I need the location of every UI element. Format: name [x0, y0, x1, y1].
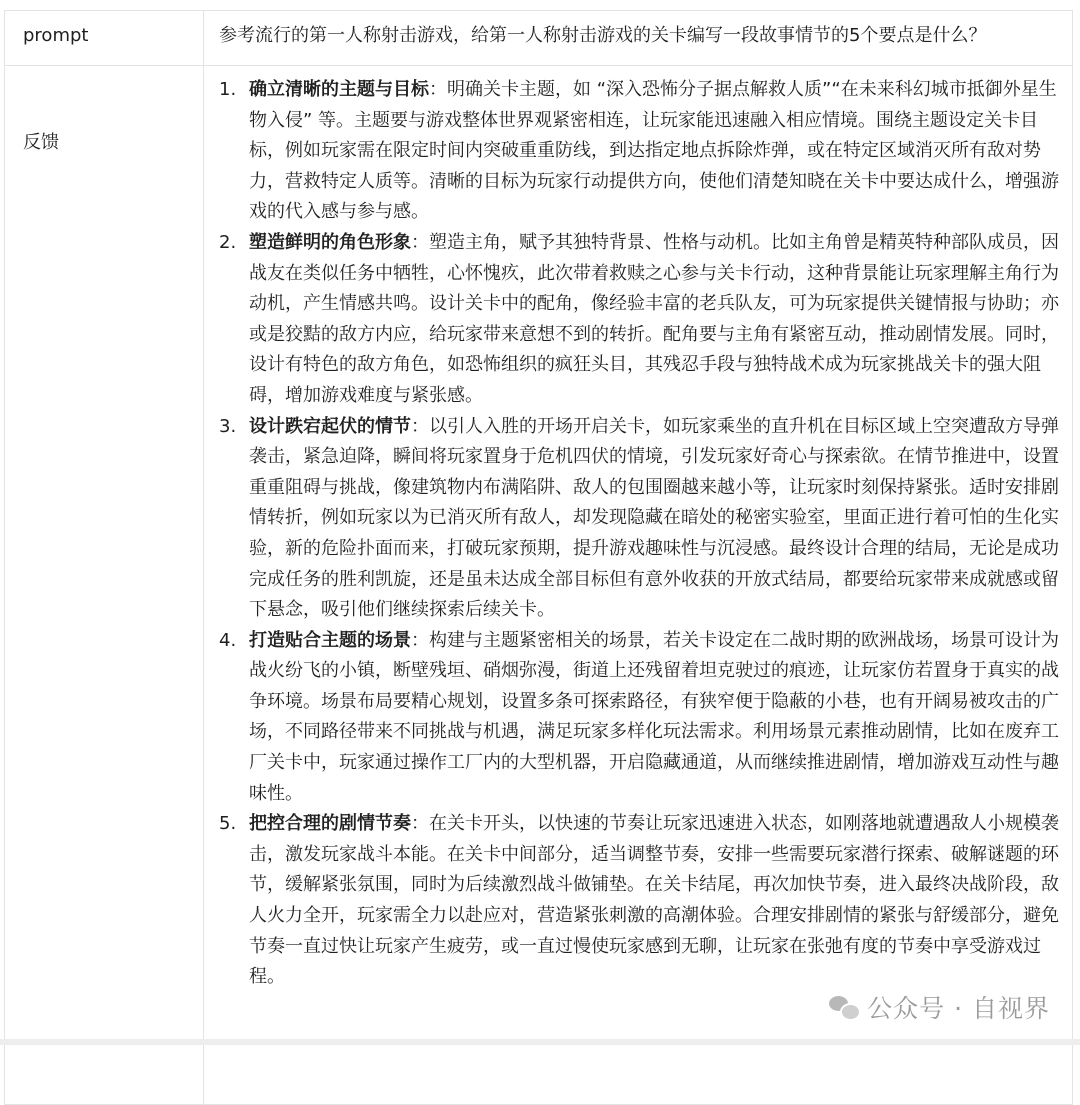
list-item-title: 把控合理的剧情节奏	[249, 813, 411, 835]
feedback-list	[219, 75, 1072, 993]
list-item	[219, 412, 1072, 626]
list-item	[219, 809, 1072, 993]
list-item-number: 3.	[219, 415, 237, 437]
list-item	[219, 228, 1072, 412]
list-item-number: 1.	[219, 79, 237, 100]
list-item-title: 打造贴合主题的场景	[249, 629, 411, 651]
list-item-text: ：在关卡开头，以快速的节奏让玩家迅速进入状态，如刚落地就遭遇敌人小规模袭击，激发玩家战斗本能。在关卡中间部分，适当调整节奏，安排一些需要玩家潜行探索、破解谜题的环节，缓解紧张氛围，同时为后续激烈战斗做铺垫。在关卡结尾，再次加快节奏，进入最终决战阶段，敌人火力全开，玩家需全力以赴应对，营造紧张刺激的高潮体验。合理安排剧情的紧张与舒缓部分，避免节奏一直过快让玩家产生疲劳，或一直过慢使玩家感到无聊，让玩家在张弛有度的节奏中享受游戏过程。	[249, 813, 1059, 988]
list-item-number: 5.	[219, 813, 237, 835]
watermark-text: 公众号 · 自视界	[867, 994, 1050, 1023]
list-item-text: ：以引人入胜的开场开启关卡，如玩家乘坐的直升机在目标区域上空突遭敌方导弹袭击，紧急迫降，瞬间将玩家置身于危机四伏的情境，引发玩家好奇心与探索欲。在情节推进中，设置重重阻碍与挑战，像建筑物内布满陷阱、敌人的包围圈越来越小等，让玩家时刻保持紧张。适时安排剧情转折，例如玩家以为已消灭所有敌人，却发现隐藏在暗处的秘密实验室，里面正进行着可怕的生化实验，新的危险扑面而来，打破玩家预期，提升游戏趣味性与沉浸感。最终设计合理的结局，无论是成功完成任务的胜利凯旋，还是虽未达成全部目标但有意外收获的开放式结局，都要给玩家带来成就感或留下悬念，吸引他们继续探索后续关卡。	[249, 415, 1059, 621]
list-item-title: 塑造鲜明的角色形象	[249, 231, 411, 253]
feedback-content	[204, 66, 1073, 1105]
wechat-icon	[829, 994, 859, 1020]
list-item-title: 设计跌宕起伏的情节	[249, 415, 411, 437]
list-item-number: 2.	[219, 231, 237, 253]
prompt-row	[5, 11, 1073, 66]
list-item-text: ：塑造主角，赋予其独特背景、性格与动机。比如主角曾是精英特种部队成员，因战友在类似任务中牺牲，心怀愧疚，此次带着救赎之心参与关卡行动，这种背景能让玩家理解主角行为动机，产生情感共鸣。设计关卡中的配角，像经验丰富的老兵队友，可为玩家提供关键情报与协助；亦或是狡黠的敌方内应，给玩家带来意想不到的转折。配角要与主角有紧密互动，推动剧情发展。同时，设计有特色的敌方角色，如恐怖组织的疯狂头目，其残忍手段与独特战术成为玩家挑战关卡的强大阻碍，增加游戏难度与紧张感。	[249, 231, 1059, 406]
list-item-title: 确立清晰的主题与目标	[249, 79, 429, 100]
list-item	[219, 75, 1072, 228]
list-item-text: ：构建与主题紧密相关的场景，若关卡设定在二战时期的欧洲战场，场景可设计为战火纷飞的小镇，断壁残垣、硝烟弥漫，街道上还残留着坦克驶过的痕迹，让玩家仿若置身于真实的战争环境。场景布局要精心规划，设置多条可探索路径，有狭窄便于隐蔽的小巷，也有开阔易被攻击的广场，不同路径带来不同挑战与机遇，满足玩家多样化玩法需求。利用场景元素推动剧情，比如在废弃工厂关卡中，玩家通过操作工厂内的大型机器，开启隐藏通道，从而继续推进剧情，增加游戏互动性与趣味性。	[249, 629, 1059, 804]
feedback-label: 反馈	[5, 66, 204, 1105]
prompt-label: prompt	[5, 11, 204, 66]
list-item	[219, 626, 1072, 810]
qa-table	[4, 10, 1073, 1105]
prompt-text: 参考流行的第一人称射击游戏，给第一人称射击游戏的关卡编写一段故事情节的5个要点是什么？	[204, 11, 1073, 66]
watermark	[829, 989, 1050, 1025]
bottom-scroll-bar	[0, 1039, 1080, 1045]
feedback-row	[5, 66, 1073, 1105]
list-item-number: 4.	[219, 629, 237, 651]
list-item-text: ：明确关卡主题，如 “深入恐怖分子据点解救人质”“在未来科幻城市抵御外星生物入侵” 等。主题要与游戏整体世界观紧密相连，让玩家能迅速融入相应情境。围绕主题设定关卡目标，例如玩家需在限定时间内突破重重防线，到达指定地点拆除炸弹，或在特定区域消灭所有敌对势力，营救特定人质等。清晰的目标为玩家行动提供方向，使他们清楚知晓在关卡中要达成什么，增强游戏的代入感与参与感。	[249, 79, 1059, 223]
